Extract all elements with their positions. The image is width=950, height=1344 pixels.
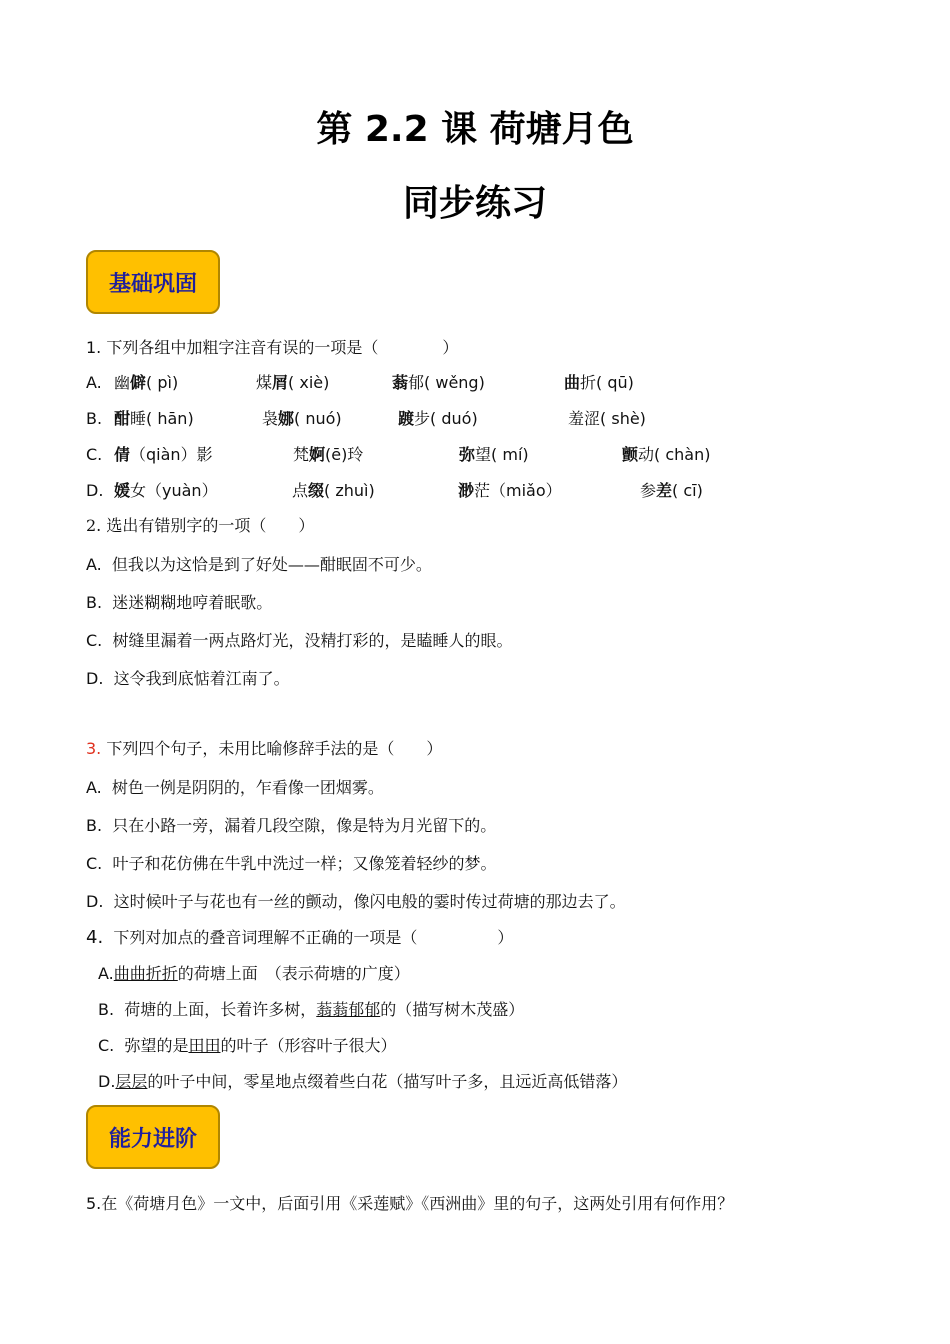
q2-option-D: D. 这令我到底惦着江南了。 xyxy=(86,669,290,688)
option-item: 渺茫（miǎo） xyxy=(458,481,562,500)
option-item: 踱步( duó) xyxy=(398,409,478,428)
option-label: D. xyxy=(86,481,104,500)
q3-option-A: A. 树色一例是阴阴的，乍看像一团烟雾。 xyxy=(86,778,384,797)
q1-option-B xyxy=(86,408,646,430)
option-item: 参差( cī) xyxy=(640,481,703,500)
option-label: C. xyxy=(86,445,103,464)
q1-option-C xyxy=(86,444,711,466)
q1-stem: 1. 下列各组中加粗字注音有误的一项是（ ） xyxy=(86,338,459,357)
option-item: 梵婀(ē)玲 xyxy=(293,445,364,464)
option-label: B. xyxy=(86,409,103,428)
section-badge-basic: 基础巩固 xyxy=(86,250,220,314)
option-item: 曲折( qū) xyxy=(564,373,634,392)
option-item: 蓊郁( wěng) xyxy=(392,373,485,392)
q4-option-B: B. 荷塘的上面，长着许多树，蓊蓊郁郁的（描写树木茂盛） xyxy=(98,1000,525,1019)
option-item: 酣睡( hān) xyxy=(114,409,194,428)
q3-stem: 3. 下列四个句子，未用比喻修辞手法的是（ ） xyxy=(86,739,443,758)
option-item: 弥望( mí) xyxy=(459,445,529,464)
option-item: 幽僻( pì) xyxy=(114,373,179,392)
q2-option-C: C. 树缝里漏着一两点路灯光，没精打彩的，是瞌睡人的眼。 xyxy=(86,631,513,650)
page-subtitle: 同步练习 xyxy=(402,183,547,224)
q2-option-A: A. 但我以为这恰是到了好处——酣眠固不可少。 xyxy=(86,555,432,574)
page-title: 第 2.2 课 荷塘月色 xyxy=(316,109,634,150)
q4-option-C: C. 弥望的是田田的叶子（形容叶子很大） xyxy=(98,1036,397,1055)
option-label: A. xyxy=(86,373,102,392)
q1-option-A xyxy=(86,372,634,394)
q1-option-D xyxy=(86,480,703,502)
q4-stem: 4. 下列对加点的叠音词理解不正确的一项是（ ） xyxy=(86,927,514,948)
q4-option-D: D.层层的叶子中间，零星地点缀着些白花（描写叶子多，且远近高低错落） xyxy=(98,1072,628,1091)
q3-option-B: B. 只在小路一旁，漏着几段空隙，像是特为月光留下的。 xyxy=(86,816,497,835)
q2-option-B: B. 迷迷糊糊地哼着眠歌。 xyxy=(86,593,273,612)
q2-stem: 2. 选出有错别字的一项（ ） xyxy=(86,516,315,535)
option-item: 煤屑( xiè) xyxy=(256,373,330,392)
option-item: 袅娜( nuó) xyxy=(262,409,342,428)
option-item: 颤动( chàn) xyxy=(622,445,711,464)
option-item: 倩（qiàn）影 xyxy=(114,445,213,464)
section-badge-advanced: 能力进阶 xyxy=(86,1105,220,1169)
option-item: 羞涩( shè) xyxy=(568,409,646,428)
q3-option-C: C. 叶子和花仿佛在牛乳中洗过一样；又像笼着轻纱的梦。 xyxy=(86,854,497,873)
option-item: 媛女（yuàn） xyxy=(114,481,218,500)
option-item: 点缀( zhuì) xyxy=(292,481,375,500)
q5-stem: 5.在《荷塘月色》一文中，后面引用《采莲赋》《西洲曲》里的句子，这两处引用有何作用？ xyxy=(86,1194,734,1213)
q3-option-D: D. 这时候叶子与花也有一丝的颤动，像闪电般的霎时传过荷塘的那边去了。 xyxy=(86,892,626,911)
q4-option-A: A.曲曲折折的荷塘上面 （表示荷塘的广度） xyxy=(98,964,410,983)
